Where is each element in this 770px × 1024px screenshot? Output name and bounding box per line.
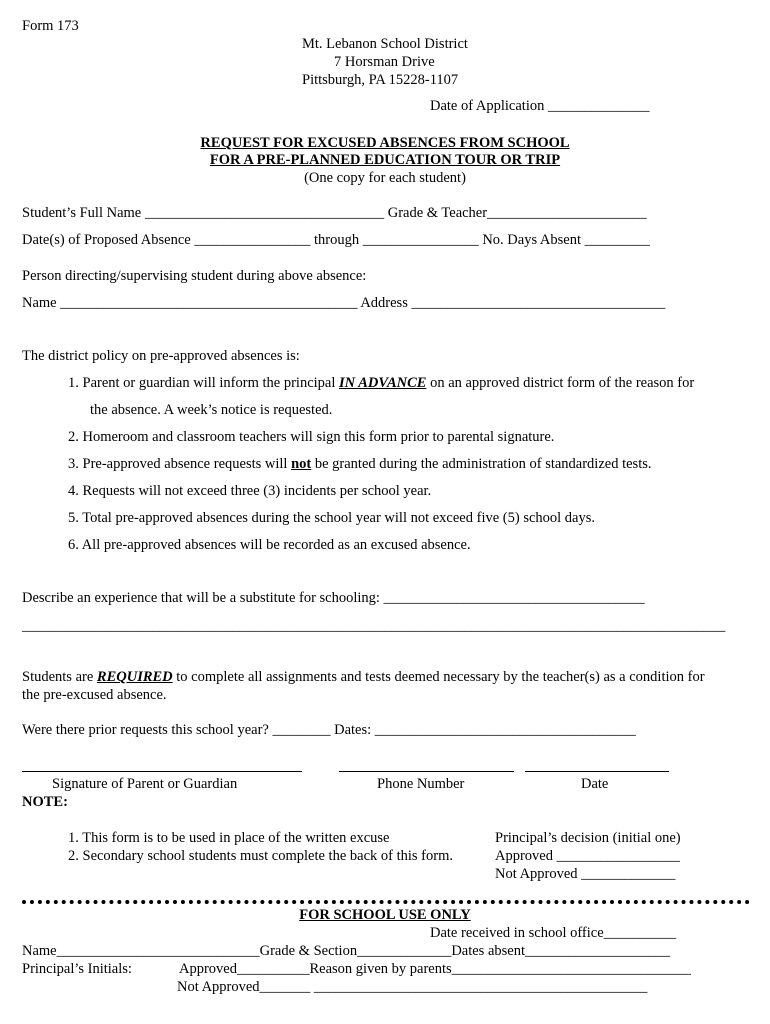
policy-item-1: 1. Parent or guardian will inform the principal IN ADVANCE on an approved district form of the reason for [68, 375, 695, 391]
form-title-line-2: FOR A PRE-PLANNED EDUCATION TOUR OR TRIP [209, 152, 561, 168]
principal-initials-label: Principal’s Initials: [22, 961, 132, 977]
district-city: Pittsburgh, PA 15228-1107 [302, 72, 459, 88]
note-item-2: 2. Secondary school students must complete the back of this form. [68, 848, 453, 864]
policy-item-2: 2. Homeroom and classroom teachers will sign this form prior to parental signature. [68, 429, 555, 445]
school-use-heading: FOR SCHOOL USE ONLY [299, 907, 471, 923]
proposed-absence-field[interactable]: Date(s) of Proposed Absence ________________ through ________________ No. Days Absent _________ [22, 232, 650, 248]
policy-item-3: 3. Pre-approved absence requests will not be granted during the administration of standardized tests. [68, 456, 652, 472]
approved-reason-field[interactable]: Approved__________Reason given by parents_________________________________ [179, 961, 691, 977]
requirement-statement: Students are REQUIRED to complete all assignments and tests deemed necessary by the teacher(s) as a condition for [22, 669, 705, 685]
requirement-statement-cont: the pre-excused absence. [22, 687, 167, 703]
date-line[interactable] [525, 771, 669, 772]
policy-item-1-cont: the absence. A week’s notice is requested. [90, 402, 333, 418]
form-subtitle: (One copy for each student) [304, 170, 466, 186]
date-label: Date [581, 776, 609, 792]
form-title-line-1: REQUEST FOR EXCUSED ABSENCES FROM SCHOOL [200, 135, 570, 151]
policy-item-6: 6. All pre-approved absences will be recorded as an excused absence. [68, 537, 471, 553]
policy-intro: The district policy on pre-approved absences is: [22, 348, 300, 364]
cut-divider [22, 900, 750, 904]
not-approved-field[interactable]: Not Approved _____________ [495, 866, 676, 882]
supervisor-name-address-field[interactable]: Name _________________________________________ Address ___________________________________ [22, 295, 666, 311]
parent-signature-label: Signature of Parent or Guardian [52, 776, 238, 792]
approved-field[interactable]: Approved _________________ [495, 848, 680, 864]
phone-number-line[interactable] [339, 771, 514, 772]
prior-requests-field[interactable]: Were there prior requests this school year? ________ Dates: ____________________________________ [22, 722, 636, 738]
district-street: 7 Horsman Drive [334, 54, 435, 70]
policy-item-5: 5. Total pre-approved absences during the school year will not exceed five (5) school days. [68, 510, 596, 526]
school-name-grade-dates-field[interactable]: Name____________________________Grade & Section_____________Dates absent____________________ [22, 943, 670, 959]
experience-field-cont[interactable]: _________________________________________________________________________________________________ [22, 618, 726, 634]
policy-item-4: 4. Requests will not exceed three (3) incidents per school year. [68, 483, 432, 499]
date-received-field[interactable]: Date received in school office__________ [430, 925, 677, 941]
parent-signature-line[interactable] [22, 771, 302, 772]
supervisor-prompt: Person directing/supervising student during above absence: [22, 268, 367, 284]
experience-field[interactable]: Describe an experience that will be a substitute for schooling: ____________________________________ [22, 590, 645, 606]
phone-number-label: Phone Number [377, 776, 465, 792]
principal-decision-label: Principal’s decision (initial one) [495, 830, 681, 846]
note-heading: NOTE: [22, 794, 68, 810]
district-name: Mt. Lebanon School District [302, 36, 468, 52]
student-name-grade-field[interactable]: Student’s Full Name _________________________________ Grade & Teacher______________________ [22, 205, 647, 221]
date-of-application[interactable]: Date of Application ______________ [430, 98, 650, 114]
note-item-1: 1. This form is to be used in place of the written excuse [68, 830, 390, 846]
form-number: Form 173 [22, 18, 79, 34]
school-not-approved-field[interactable]: Not Approved_______ ______________________________________________ [177, 979, 648, 995]
